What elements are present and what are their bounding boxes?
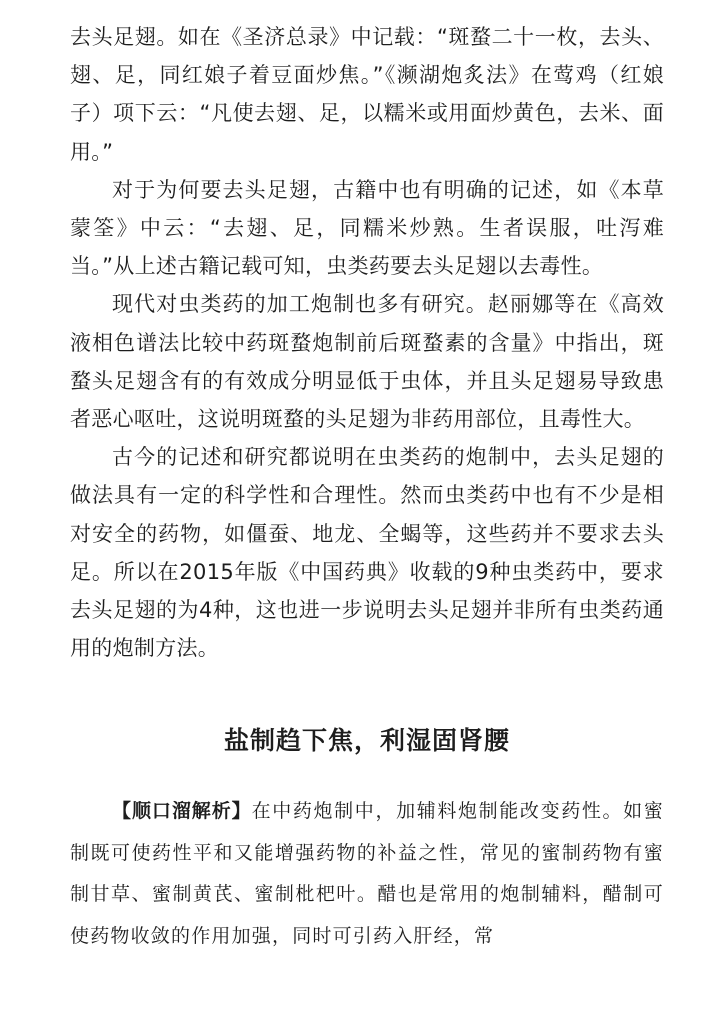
- paragraph-2: 对于为何要去头足翅，古籍中也有明确的记述，如《本草蒙筌》中云：“去翅、足，同糯米炒熟。生者误服，吐泻难当。”从上述古籍记载可知，虫类药要去头足翅以去毒性。: [70, 177, 664, 279]
- section-paragraph-label: 【顺口溜解析】: [112, 800, 252, 823]
- paragraph-4: 古今的记述和研究都说明在虫类药的炮制中，去头足翅的做法具有一定的科学性和合理性。然而虫类药中也有不少是相对安全的药物，如僵蚕、地龙、全蝎等，这些药并不要求去头足。所以在2015年版《中国药典》收载的9种虫类药中，要求去头足翅的为4种，这也进一步说明去头足翅并非所有虫类药通用的炮制方法。: [70, 445, 664, 661]
- paragraph-1: 去头足翅。如在《圣济总录》中记载：“斑蝥二十一枚，去头、翅、足，同红娘子着豆面炒焦。”《濒湖炮炙法》在莺鸡（红娘子）项下云：“凡使去翅、足，以糯米或用面炒黄色，去米、面用。”: [70, 25, 664, 164]
- section-paragraph: [70, 791, 664, 957]
- paragraph-3: 现代对虫类药的加工炮制也多有研究。赵丽娜等在《高效液相色谱法比较中药斑蝥炮制前后斑蝥素的含量》中指出，斑蝥头足翅含有的有效成分明显低于虫体，并且头足翅易导致患者恶心呕吐，这说明斑蝥的头足翅为非药用部位，且毒性大。: [70, 292, 664, 432]
- section-paragraph-text: 在中药炮制中，加辅料炮制能改变药性。如蜜制既可使药性平和又能增强药物的补益之性，常见的蜜制药物有蜜制甘草、蜜制黄芪、蜜制枇杷叶。醋也是常用的炮制辅料，醋制可使药物收敛的作用加强，同时可引药入肝经，常: [70, 800, 664, 947]
- page-content: [70, 18, 664, 957]
- section-heading: 盐制趋下焦，利湿固肾腰: [223, 726, 510, 756]
